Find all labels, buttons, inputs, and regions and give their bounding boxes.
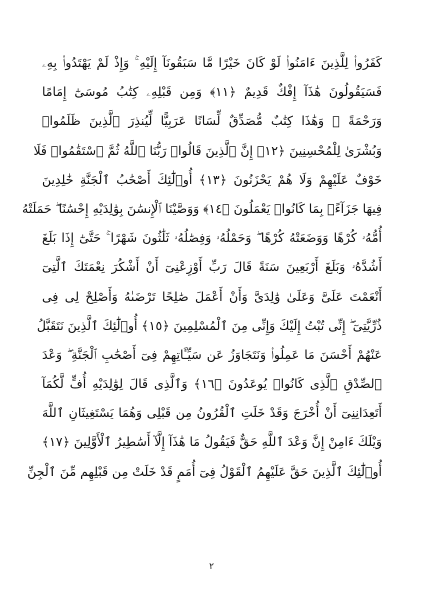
text-line-14: وَيْلَكَ ءَامِنْ إِنَّ وَعْدَ ٱللَّهِ حَقٌّ فَيَقُولُ مَا هَٰذَآ إِلَّآ أَسَٰطِيرُ ٱلْأَوَّلِينَ ﴿١٧﴾ [41,434,382,450]
text-line-8: أَشُدَّهُۥ وَبَلَغَ أَرْبَعِينَ سَنَةً قَالَ رَبِّ أَوْزِعْنِىٓ أَنْ أَشْكُرَ نِعْمَتَكَ ٱلَّتِىٓ [42,259,382,275]
text-line-10: ذُرِّيَّتِىٓ ۖ إِنِّى تُبْتُ إِلَيْكَ وَإِنِّى مِنَ ٱلْمُسْلِمِينَ ﴿١٥﴾ أُو۟لَٰٓئِكَ ٱلَّذِينَ نَتَقَبَّلُ [36,317,382,333]
text-line-13: أَتَعِدَانِنِىٓ أَنْ أُخْرَجَ وَقَدْ خَلَتِ ٱلْقُرُونُ مِن قَبْلِى وَهُمَا يَسْتَغِيثَانِ ٱللَّهَ [42,405,382,421]
page-number: ٢ [209,562,214,572]
quran-text-block [22,48,383,486]
text-line-6: فِيهَا جَزَآءًۢ بِمَا كَانُوا۟ يَعْمَلُونَ ﴿١٤﴾ وَوَصَّيْنَا ٱلْإِنسَٰنَ بِوَٰلِدَيْهِ إِحْسَٰنًا ۖ حَمَلَتْهُ [22,200,382,216]
text-line-12: ٱلصِّدْقِ ٱلَّذِى كَانُوا۟ يُوعَدُونَ ﴿١٦﴾ وَٱلَّذِى قَالَ لِوَٰلِدَيْهِ أُفٍّ لَّكُمَآ [42,376,382,392]
text-line-1: كَفَرُوا۟ لِلَّذِينَ ءَامَنُوا۟ لَوْ كَانَ خَيْرًا مَّا سَبَقُونَآ إِلَيْهِ ۚ وَإِذْ لَمْ يَهْتَدُوا۟ بِهِۦ [42,55,382,70]
text-line-11: عَنْهُمْ أَحْسَنَ مَا عَمِلُوا۟ وَنَتَجَاوَزُ عَن سَيِّـَٔاتِهِمْ فِىٓ أَصْحَٰبِ ٱلْجَنَّةِ ۖ وَعْدَ [42,346,382,362]
text-line-7: أُمُّهُۥ كُرْهًا وَوَضَعَتْهُ كُرْهًا ۖ وَحَمْلُهُۥ وَفِصَٰلُهُۥ ثَلَٰثُونَ شَهْرًا ۚ حَتَّىٰٓ إِذَا بَلَغَ [42,230,382,246]
text-line-3: وَرَحْمَةً ۚ وَهَٰذَا كِتَٰبٌ مُّصَدِّقٌ لِّسَانًا عَرَبِيًّا لِّيُنذِرَ ٱلَّذِينَ ظَلَمُوا۟ [42,113,382,129]
text-line-15: أُو۟لَٰٓئِكَ ٱلَّذِينَ حَقَّ عَلَيْهِمُ ٱلْقَوْلُ فِىٓ أُمَمٍ قَدْ خَلَتْ مِن قَبْلِهِم مِّنَ ٱلْجِنِّ [27,463,382,479]
text-line-5: خَوْفٌ عَلَيْهِمْ وَلَا هُمْ يَحْزَنُونَ ﴿١٣﴾ أُو۟لَٰٓئِكَ أَصْحَٰبُ ٱلْجَنَّةِ خَٰلِدِينَ [42,171,383,187]
text-line-9: أَنْعَمْتَ عَلَىَّ وَعَلَىٰ وَٰلِدَىَّ وَأَنْ أَعْمَلَ صَٰلِحًا تَرْضَىٰهُ وَأَصْلِحْ لِى فِى [42,288,382,304]
text-line-4: وَبُشْرَىٰ لِلْمُحْسِنِينَ ﴿١٢﴾ إِنَّ ٱلَّذِينَ قَالُوا۟ رَبُّنَا ٱللَّهُ ثُمَّ ٱسْتَقَٰمُوا۟ فَلَا [33,142,382,158]
text-line-2: فَسَيَقُولُونَ هَٰذَآ إِفْكٌ قَدِيمٌ ﴿١١﴾ وَمِن قَبْلِهِۦ كِتَٰبُ مُوسَىٰٓ إِمَامًا [42,84,382,100]
